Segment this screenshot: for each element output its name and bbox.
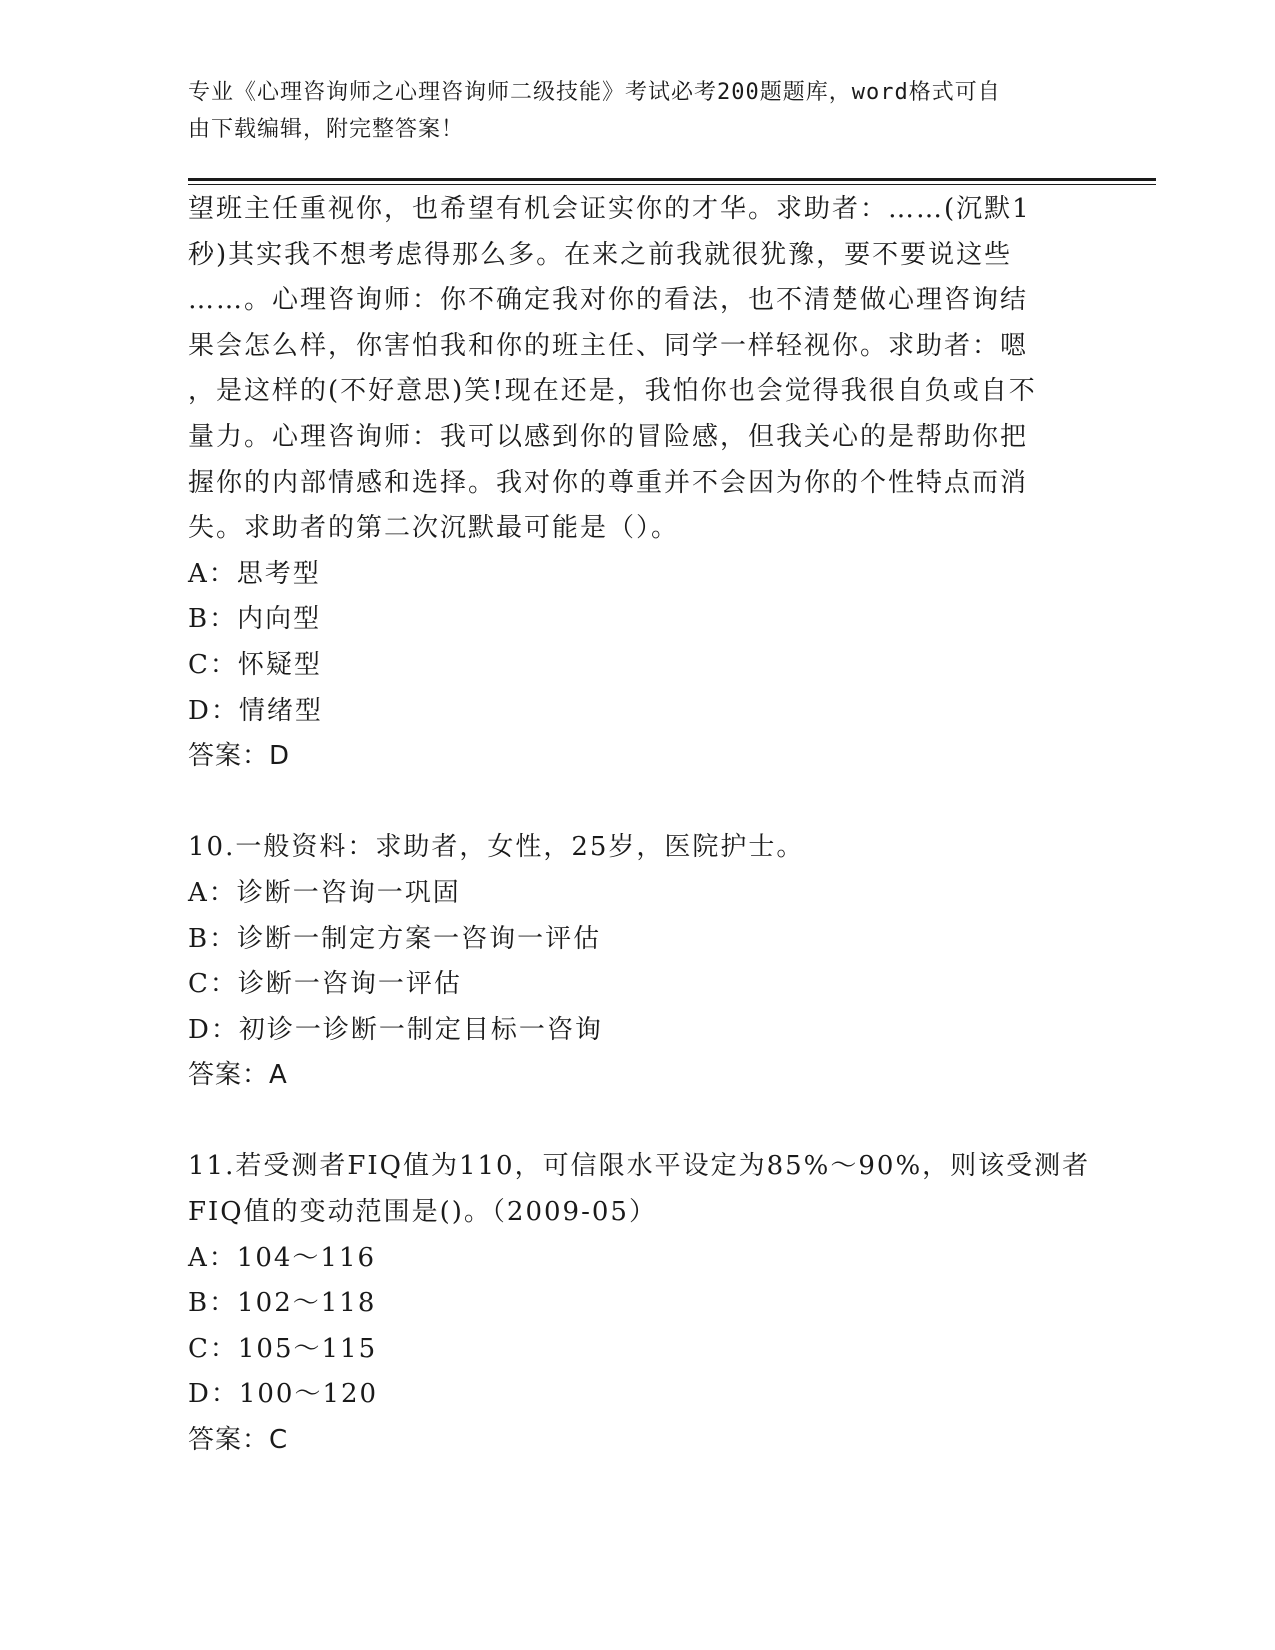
question-stem-line: 望班主任重视你，也希望有机会证实你的才华。求助者：……(沉默1 (188, 194, 1031, 224)
option-a: A：思考型 (188, 558, 321, 589)
question-stem-line: 握你的内部情感和选择。我对你的尊重并不会因为你的个性特点而消 (188, 467, 1029, 498)
question-stem-line: 11.若受测者FIQ值为110，可信限水平设定为85%～90%，则该受测者 (188, 1151, 1091, 1182)
spacer (188, 780, 1088, 826)
document-body (188, 187, 1091, 1464)
question-stem-line: ……。心理咨询师：你不确定我对你的看法，也不清楚做心理咨询结 (188, 285, 1029, 316)
header-line-1: 专业《心理咨询师之心理咨询师二级技能》考试必考200题题库，word格式可自 (188, 80, 1001, 105)
header-line-2: 由下载编辑，附完整答案！ (188, 117, 465, 142)
question-stem-line: 失。求助者的第二次沉默最可能是（）。 (188, 513, 680, 544)
option-d: D：初诊一诊断一制定目标一咨询 (188, 1014, 603, 1045)
option-c: C：105～115 (188, 1333, 378, 1364)
option-b: B：诊断一制定方案一咨询一评估 (188, 923, 602, 954)
option-b: B：102～118 (188, 1288, 377, 1319)
question-stem-line: 果会怎么样，你害怕我和你的班主任、同学一样轻视你。求助者：嗯 (188, 330, 1029, 361)
question-stem-line: 10.一般资料：求助者，女性，25岁，医院护士。 (188, 832, 805, 863)
question-11 (188, 1144, 1091, 1463)
question-stem-line: FIQ值的变动范围是()。（2009-05） (188, 1197, 657, 1228)
answer-line: 答案：C (188, 1425, 289, 1456)
header-rule-thick (188, 178, 1156, 181)
spacer (188, 1099, 1088, 1145)
document-header (188, 74, 1068, 148)
option-a: A：104～116 (188, 1242, 377, 1273)
answer-line: 答案：D (188, 741, 291, 772)
answer-line: 答案：A (188, 1060, 288, 1091)
question-stem-line: 秒)其实我不想考虑得那么多。在来之前我就很犹豫，要不要说这些 (188, 239, 1013, 270)
header-rule-thin (188, 184, 1156, 185)
option-d: D：100～120 (188, 1379, 379, 1410)
question-10 (188, 825, 1088, 1099)
question-9-continued (188, 187, 1088, 780)
option-c: C：怀疑型 (188, 649, 322, 680)
option-c: C：诊断一咨询一评估 (188, 969, 462, 1000)
option-b: B：内向型 (188, 604, 322, 635)
option-d: D：情绪型 (188, 695, 323, 726)
option-a: A：诊断一咨询一巩固 (188, 877, 461, 908)
question-stem-line: 量力。心理咨询师：我可以感到你的冒险感，但我关心的是帮助你把 (188, 421, 1029, 452)
question-stem-line: ，是这样的(不好意思)笑!现在还是，我怕你也会觉得我很自负或自不 (188, 376, 1037, 407)
